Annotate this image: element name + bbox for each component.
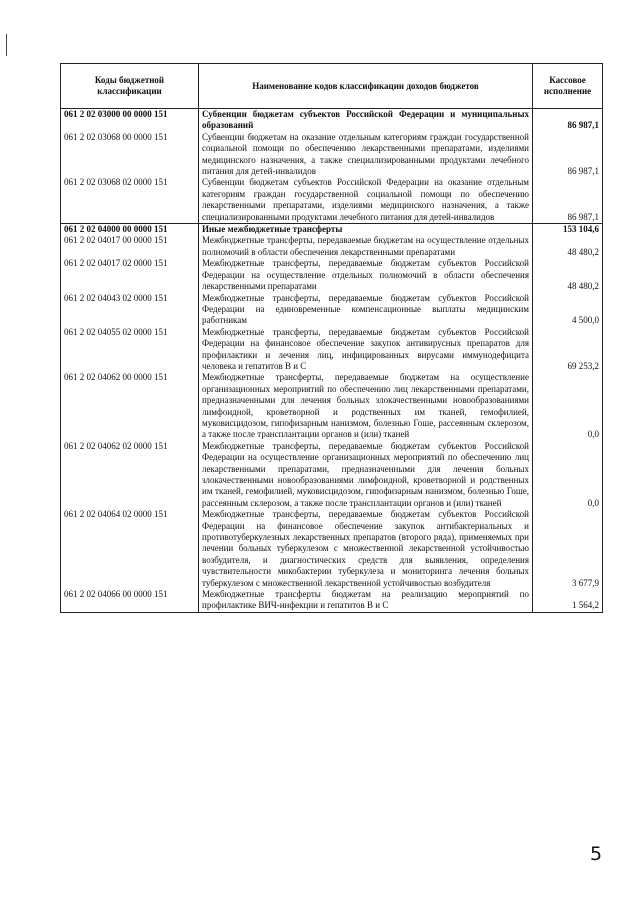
row-name-cell: Межбюджетные трансферты, передаваемые бюджетам субъектов Российской Федерации на единовременные компенсационные выплаты медицинским работникам xyxy=(199,293,533,327)
scan-margin-mark xyxy=(6,34,7,56)
row-code-cell: 061 2 02 04064 02 0000 151 xyxy=(61,509,199,589)
table-row xyxy=(61,109,603,132)
row-name-cell: Иные межбюджетные трансферты xyxy=(199,224,533,236)
table-row xyxy=(61,177,603,223)
table-row xyxy=(61,258,603,292)
table-row xyxy=(61,589,603,612)
row-amount-cell: 48 480,2 xyxy=(533,258,603,292)
row-code-cell: 061 2 02 04062 02 0000 151 xyxy=(61,441,199,509)
table-row xyxy=(61,293,603,327)
budget-revenue-table xyxy=(60,63,603,613)
row-name-cell: Межбюджетные трансферты, передаваемые бюджетам на осуществление отдельных полномочий в области обеспечения лекарственными препаратами xyxy=(199,235,533,258)
row-code-cell: 061 2 02 03000 00 0000 151 xyxy=(61,109,199,132)
row-code-cell: 061 2 02 03068 02 0000 151 xyxy=(61,177,199,223)
row-name-cell: Субвенции бюджетам на оказание отдельным категориям граждан государственной социальной помощи по обеспечению лекарственными препаратами, изделиями медицинского назначения, а также специализированными продуктами лечебного питания для детей-инвалидов xyxy=(199,132,533,178)
row-name-cell: Межбюджетные трансферты, передаваемые бюджетам субъектов Российской Федерации на осуществление организационных мероприятий по обеспечению лиц лекарственными препаратами, предназначенными для лечения больных злокачественными новообразованиями лимфоидной, кроветворной и родственных им тканей, гемофилией, муковисцидозом, гипофизарным нанизмом, болезнью Гоше, рассеянным склерозом, а также после трансплантации органов и (или) тканей xyxy=(199,441,533,509)
row-name-cell: Межбюджетные трансферты бюджетам на реализацию мероприятий по профилактике ВИЧ-инфекции и гепатитов В и С xyxy=(199,589,533,612)
table-row xyxy=(61,509,603,589)
row-amount-cell: 86 987,1 xyxy=(533,109,603,132)
row-code-cell: 061 2 02 04066 00 0000 151 xyxy=(61,589,199,612)
row-name-cell: Межбюджетные трансферты, передаваемые бюджетам на осуществление организационных мероприятий по обеспечению лиц лекарственными препаратами, предназначенными для лечения больных злокачественными новообразованиями лимфоидной, кроветворной и родственных им тканей, гемофилией, муковисцидозом, гипофизарным нанизмом, болезнью Гоше, рассеянным склерозом, а также после трансплантации органов и (или) тканей xyxy=(199,372,533,440)
page-number: 5 xyxy=(590,843,603,865)
row-code-cell: 061 2 02 04062 00 0000 151 xyxy=(61,372,199,440)
row-code-cell: 061 2 02 04017 00 0000 151 xyxy=(61,235,199,258)
row-amount-cell: 0,0 xyxy=(533,441,603,509)
row-code-cell: 061 2 02 04000 00 0000 151 xyxy=(61,224,199,236)
table-row xyxy=(61,224,603,236)
table-header-row xyxy=(61,64,603,109)
row-name-cell: Межбюджетные трансферты, передаваемые бюджетам субъектов Российской Федерации на финансовое обеспечение закупок антивирусных препаратов для профилактики и лечения лиц, инфицированных вирусами иммунодефицита человека и гепатитов В и С xyxy=(199,327,533,373)
header-name: Наименование кодов классификации доходов бюджетов xyxy=(199,64,533,109)
row-name-cell: Субвенции бюджетам субъектов Российской Федерации и муниципальных образований xyxy=(199,109,533,132)
row-name-cell: Межбюджетные трансферты, передаваемые бюджетам субъектов Российской Федерации на финансовое обеспечение закупок антибактериальных и противотуберкулезных лекарственных препаратов (второго ряда), применяемых при лечении больных туберкулезом с множественной лекарственной устойчивостью возбудителя, и диагностических средств для выявления, определения чувствительности микобактерии туберкулеза и мониторинга лечения больных туберкулезом с множественной лекарственной устойчивостью возбудителя xyxy=(199,509,533,589)
table-row xyxy=(61,441,603,509)
row-amount-cell: 4 500,0 xyxy=(533,293,603,327)
row-amount-cell: 86 987,1 xyxy=(533,132,603,178)
header-code: Коды бюджетной классификации xyxy=(61,64,199,109)
table-row xyxy=(61,132,603,178)
header-amount: Кассовое исполнение xyxy=(533,64,603,109)
table-body xyxy=(61,109,603,613)
row-amount-cell: 0,0 xyxy=(533,372,603,440)
row-code-cell: 061 2 02 03068 00 0000 151 xyxy=(61,132,199,178)
table-row xyxy=(61,327,603,373)
row-code-cell: 061 2 02 04017 02 0000 151 xyxy=(61,258,199,292)
row-amount-cell: 153 104,6 xyxy=(533,224,603,236)
row-name-cell: Межбюджетные трансферты, передаваемые бюджетам субъектов Российской Федерации на осуществление отдельных полномочий в области обеспечения лекарственными препаратами xyxy=(199,258,533,292)
row-code-cell: 061 2 02 04055 02 0000 151 xyxy=(61,327,199,373)
row-name-cell: Субвенции бюджетам субъектов Российской Федерации на оказание отдельным категориям граждан государственной социальной помощи по обеспечению лекарственными препаратами, изделиями медицинского назначения, а также специализированными продуктами лечебного питания для детей-инвалидов xyxy=(199,177,533,223)
row-amount-cell: 3 677,9 xyxy=(533,509,603,589)
row-amount-cell: 1 564,2 xyxy=(533,589,603,612)
row-code-cell: 061 2 02 04043 02 0000 151 xyxy=(61,293,199,327)
row-amount-cell: 48 480,2 xyxy=(533,235,603,258)
table-row xyxy=(61,235,603,258)
table-row xyxy=(61,372,603,440)
row-amount-cell: 69 253,2 xyxy=(533,327,603,373)
row-amount-cell: 86 987,1 xyxy=(533,177,603,223)
